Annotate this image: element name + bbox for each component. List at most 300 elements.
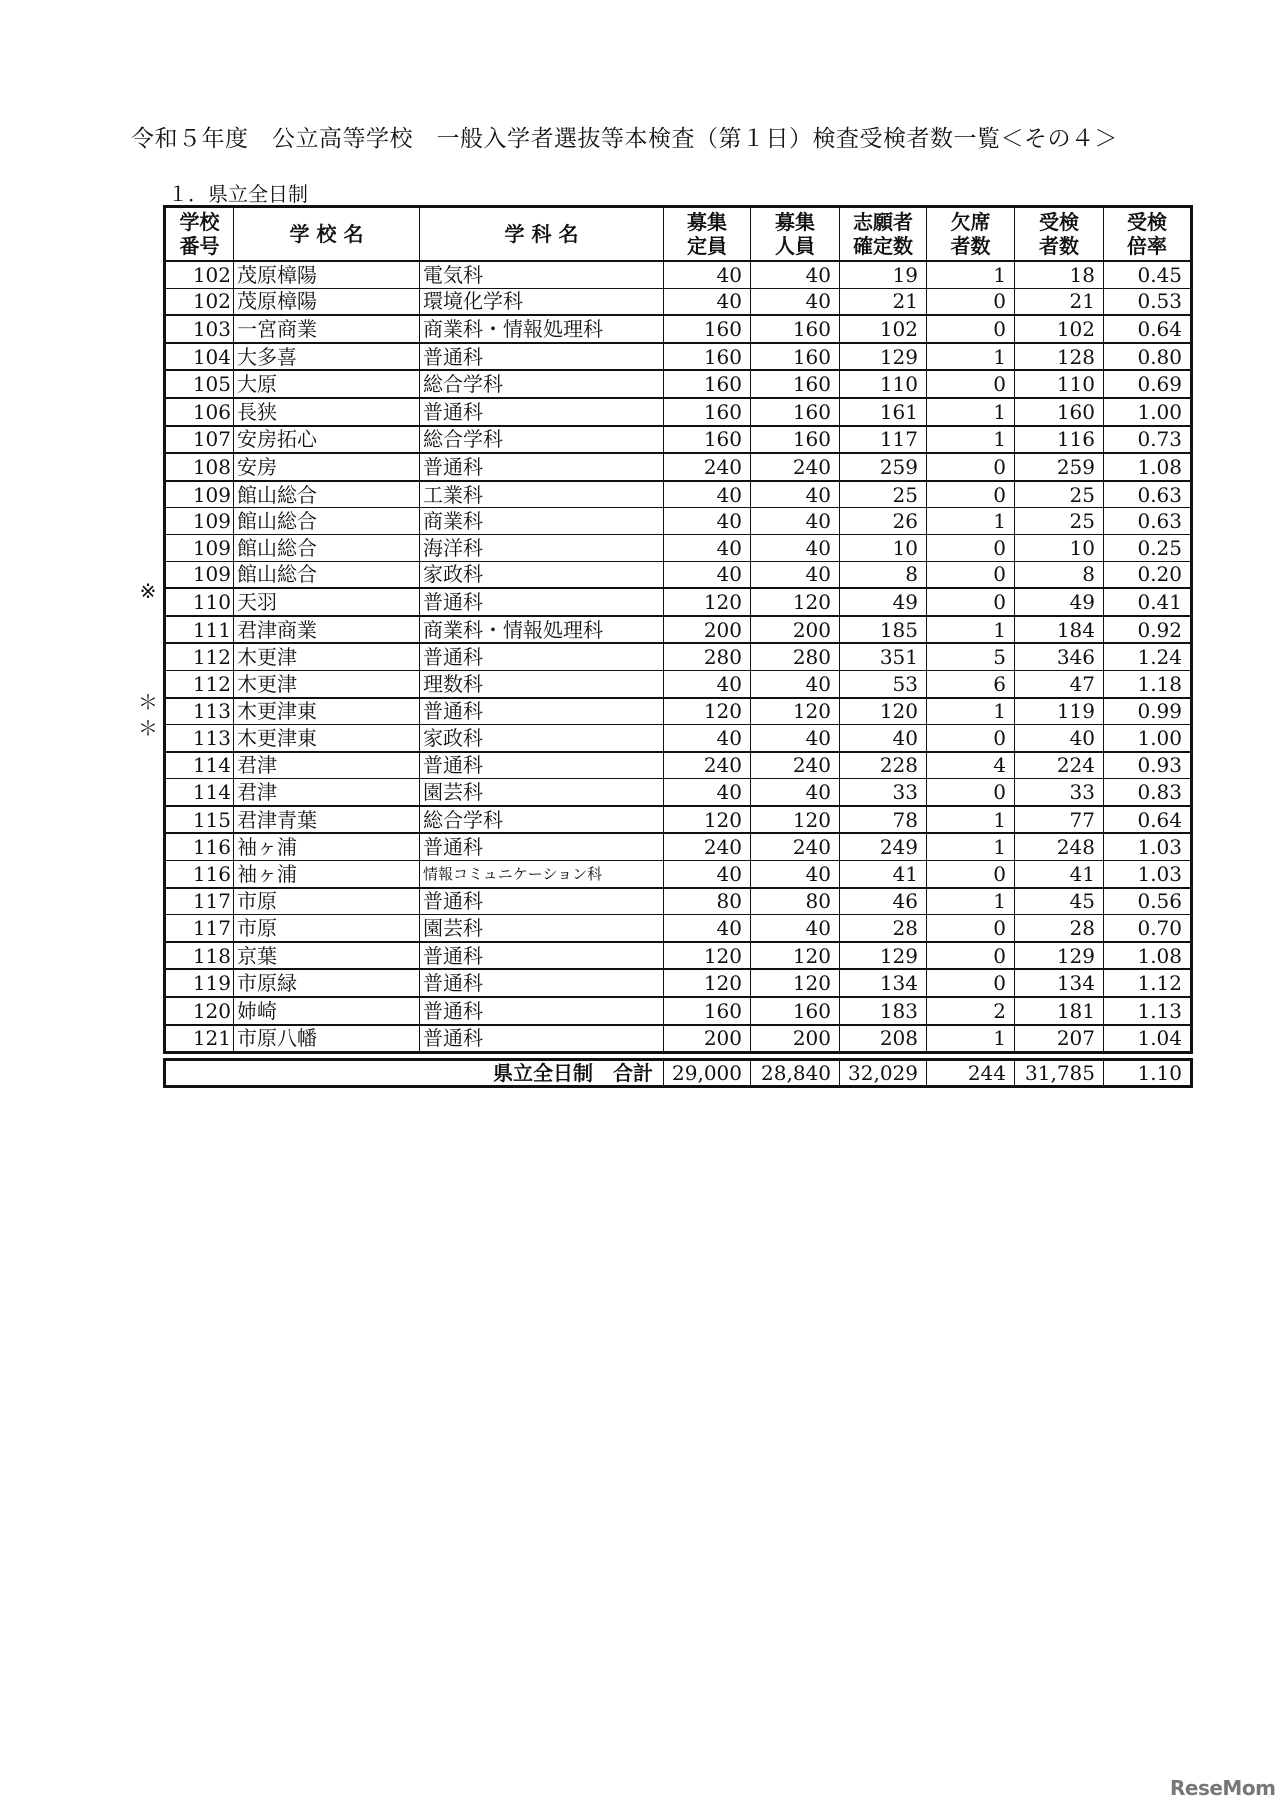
table-row (165, 942, 1192, 970)
row-school-name: 君津青葉 (234, 806, 420, 834)
row-absent: 2 (927, 997, 1015, 1025)
row-applicants: 208 (840, 1025, 927, 1053)
row-absent: 1 (927, 806, 1015, 834)
row-absent: 0 (927, 942, 1015, 970)
header-school-code: 学校 番号 (165, 207, 234, 262)
row-school-code: 117 (165, 888, 234, 915)
row-applicants: 21 (840, 288, 927, 315)
row-absent: 1 (927, 426, 1015, 454)
table-row (165, 534, 1192, 561)
row-recruit: 40 (751, 915, 840, 942)
row-capacity: 160 (664, 997, 751, 1025)
row-applicants: 129 (840, 942, 927, 970)
table-row (165, 398, 1192, 426)
row-school-name: 袖ヶ浦 (234, 833, 420, 860)
row-school-code: 112 (165, 670, 234, 697)
row-applicants: 49 (840, 588, 927, 616)
row-applicants: 46 (840, 888, 927, 915)
row-applicants: 26 (840, 508, 927, 535)
row-school-name: 館山総合 (234, 508, 420, 535)
row-ratio: 0.73 (1104, 426, 1192, 454)
row-applicants: 185 (840, 616, 927, 644)
row-department: 総合学科 (420, 426, 664, 454)
total-absent: 244 (927, 1060, 1015, 1087)
header-school-name: 学 校 名 (234, 207, 420, 262)
table-row (165, 698, 1192, 725)
header-applicants: 志願者 確定数 (840, 207, 927, 262)
row-examinees: 47 (1015, 670, 1104, 697)
row-school-code: 103 (165, 315, 234, 343)
row-absent: 0 (927, 969, 1015, 997)
row-school-code: 113 (165, 725, 234, 752)
row-absent: 0 (927, 561, 1015, 588)
row-examinees: 77 (1015, 806, 1104, 834)
row-school-name: 京葉 (234, 942, 420, 970)
row-marker: ＊ (138, 716, 158, 741)
table-row (165, 508, 1192, 535)
row-school-code: 106 (165, 398, 234, 426)
row-recruit: 160 (751, 370, 840, 398)
row-department: 工業科 (420, 481, 664, 508)
row-ratio: 0.70 (1104, 915, 1192, 942)
row-department: 商業科・情報処理科 (420, 616, 664, 644)
row-capacity: 40 (664, 481, 751, 508)
row-absent: 0 (927, 288, 1015, 315)
row-school-name: 茂原樟陽 (234, 288, 420, 315)
row-absent: 0 (927, 779, 1015, 806)
row-recruit: 120 (751, 698, 840, 725)
row-absent: 1 (927, 616, 1015, 644)
row-department: 商業科・情報処理科 (420, 315, 664, 343)
row-department: 家政科 (420, 561, 664, 588)
row-recruit: 120 (751, 806, 840, 834)
table-row (165, 481, 1192, 508)
row-ratio: 0.63 (1104, 508, 1192, 535)
header-examinees: 受検 者数 (1015, 207, 1104, 262)
row-ratio: 1.00 (1104, 725, 1192, 752)
row-examinees: 41 (1015, 861, 1104, 888)
row-examinees: 102 (1015, 315, 1104, 343)
total-row (165, 1060, 1192, 1087)
row-examinees: 248 (1015, 833, 1104, 860)
row-ratio: 0.93 (1104, 752, 1192, 779)
row-ratio: 1.12 (1104, 969, 1192, 997)
row-capacity: 240 (664, 752, 751, 779)
row-school-name: 袖ヶ浦 (234, 861, 420, 888)
row-applicants: 40 (840, 725, 927, 752)
row-department: 普通科 (420, 997, 664, 1025)
table-row (165, 779, 1192, 806)
row-examinees: 259 (1015, 453, 1104, 481)
row-school-code: 114 (165, 779, 234, 806)
row-recruit: 40 (751, 534, 840, 561)
row-department: 園芸科 (420, 779, 664, 806)
row-ratio: 1.08 (1104, 453, 1192, 481)
row-ratio: 0.25 (1104, 534, 1192, 561)
row-recruit: 120 (751, 969, 840, 997)
header-ratio: 受検 倍率 (1104, 207, 1192, 262)
row-capacity: 280 (664, 643, 751, 670)
table-row (165, 915, 1192, 942)
row-school-code: 116 (165, 861, 234, 888)
row-school-name: 君津 (234, 752, 420, 779)
row-department: 環境化学科 (420, 288, 664, 315)
document-title: 令和５年度 公立高等学校 一般入学者選抜等本検査（第１日）検査受検者数一覧＜その４＞ (131, 126, 1118, 152)
row-absent: 1 (927, 888, 1015, 915)
row-school-code: 115 (165, 806, 234, 834)
row-examinees: 45 (1015, 888, 1104, 915)
row-capacity: 240 (664, 833, 751, 860)
row-capacity: 120 (664, 588, 751, 616)
row-school-code: 121 (165, 1025, 234, 1053)
row-examinees: 10 (1015, 534, 1104, 561)
row-examinees: 21 (1015, 288, 1104, 315)
row-absent: 1 (927, 261, 1015, 288)
row-capacity: 200 (664, 616, 751, 644)
table-row (165, 888, 1192, 915)
row-examinees: 224 (1015, 752, 1104, 779)
row-ratio: 0.99 (1104, 698, 1192, 725)
row-capacity: 120 (664, 698, 751, 725)
row-applicants: 110 (840, 370, 927, 398)
row-department: 普通科 (420, 698, 664, 725)
table-row (165, 370, 1192, 398)
row-applicants: 228 (840, 752, 927, 779)
row-capacity: 160 (664, 315, 751, 343)
resemom-logo: ReseMom (1170, 1776, 1276, 1800)
row-recruit: 40 (751, 481, 840, 508)
row-school-code: 108 (165, 453, 234, 481)
row-ratio: 0.41 (1104, 588, 1192, 616)
row-capacity: 40 (664, 508, 751, 535)
row-school-code: 109 (165, 534, 234, 561)
row-ratio: 0.56 (1104, 888, 1192, 915)
row-school-code: 102 (165, 288, 234, 315)
row-capacity: 240 (664, 453, 751, 481)
row-department: 電気科 (420, 261, 664, 288)
row-absent: 0 (927, 588, 1015, 616)
row-capacity: 40 (664, 561, 751, 588)
row-ratio: 0.80 (1104, 343, 1192, 371)
row-applicants: 10 (840, 534, 927, 561)
row-recruit: 40 (751, 725, 840, 752)
total-table (163, 1058, 1193, 1088)
total-examinees: 31,785 (1015, 1060, 1104, 1087)
row-examinees: 33 (1015, 779, 1104, 806)
table-row (165, 833, 1192, 860)
header-department: 学 科 名 (420, 207, 664, 262)
row-school-code: 114 (165, 752, 234, 779)
row-applicants: 259 (840, 453, 927, 481)
row-examinees: 129 (1015, 942, 1104, 970)
row-absent: 0 (927, 453, 1015, 481)
row-school-code: 110 (165, 588, 234, 616)
row-school-code: 109 (165, 561, 234, 588)
row-absent: 1 (927, 833, 1015, 860)
row-department: 普通科 (420, 833, 664, 860)
table-row (165, 453, 1192, 481)
row-recruit: 200 (751, 1025, 840, 1053)
table-row (165, 561, 1192, 588)
row-school-code: 120 (165, 997, 234, 1025)
row-school-name: 木更津東 (234, 725, 420, 752)
table-row (165, 426, 1192, 454)
table-row (165, 752, 1192, 779)
row-recruit: 160 (751, 398, 840, 426)
row-examinees: 207 (1015, 1025, 1104, 1053)
row-school-code: 116 (165, 833, 234, 860)
table-row (165, 261, 1192, 288)
row-capacity: 40 (664, 861, 751, 888)
row-recruit: 40 (751, 561, 840, 588)
table-row (165, 725, 1192, 752)
row-capacity: 40 (664, 915, 751, 942)
row-school-name: 安房 (234, 453, 420, 481)
row-examinees: 40 (1015, 725, 1104, 752)
table-row (165, 588, 1192, 616)
row-examinees: 49 (1015, 588, 1104, 616)
row-absent: 0 (927, 370, 1015, 398)
total-ratio: 1.10 (1104, 1060, 1192, 1087)
row-recruit: 40 (751, 261, 840, 288)
row-school-code: 113 (165, 698, 234, 725)
row-recruit: 200 (751, 616, 840, 644)
row-department: 情報コミュニケーション科 (420, 861, 664, 888)
row-ratio: 0.83 (1104, 779, 1192, 806)
row-examinees: 128 (1015, 343, 1104, 371)
row-examinees: 110 (1015, 370, 1104, 398)
table-row (165, 969, 1192, 997)
row-school-name: 館山総合 (234, 534, 420, 561)
row-school-name: 長狭 (234, 398, 420, 426)
header-recruit: 募集 人員 (751, 207, 840, 262)
table-row (165, 643, 1192, 670)
row-examinees: 181 (1015, 997, 1104, 1025)
row-ratio: 0.20 (1104, 561, 1192, 588)
row-school-name: 木更津 (234, 670, 420, 697)
row-recruit: 240 (751, 752, 840, 779)
row-school-name: 市原 (234, 915, 420, 942)
row-school-code: 112 (165, 643, 234, 670)
row-school-code: 119 (165, 969, 234, 997)
header-capacity: 募集 定員 (664, 207, 751, 262)
row-capacity: 40 (664, 779, 751, 806)
row-department: 普通科 (420, 343, 664, 371)
row-ratio: 1.18 (1104, 670, 1192, 697)
row-recruit: 120 (751, 942, 840, 970)
row-applicants: 102 (840, 315, 927, 343)
row-recruit: 240 (751, 453, 840, 481)
row-absent: 0 (927, 481, 1015, 508)
row-capacity: 160 (664, 343, 751, 371)
row-capacity: 120 (664, 806, 751, 834)
row-school-name: 市原緑 (234, 969, 420, 997)
row-applicants: 33 (840, 779, 927, 806)
row-examinees: 18 (1015, 261, 1104, 288)
row-applicants: 8 (840, 561, 927, 588)
row-capacity: 160 (664, 426, 751, 454)
total-recruit: 28,840 (751, 1060, 840, 1087)
row-school-name: 市原八幡 (234, 1025, 420, 1053)
row-school-name: 市原 (234, 888, 420, 915)
row-department: 総合学科 (420, 370, 664, 398)
row-department: 普通科 (420, 588, 664, 616)
row-school-name: 大多喜 (234, 343, 420, 371)
row-school-name: 安房拓心 (234, 426, 420, 454)
row-absent: 6 (927, 670, 1015, 697)
table-row (165, 861, 1192, 888)
row-department: 家政科 (420, 725, 664, 752)
total-capacity: 29,000 (664, 1060, 751, 1087)
row-recruit: 40 (751, 779, 840, 806)
row-recruit: 160 (751, 343, 840, 371)
row-absent: 0 (927, 861, 1015, 888)
row-examinees: 346 (1015, 643, 1104, 670)
row-capacity: 160 (664, 398, 751, 426)
row-applicants: 351 (840, 643, 927, 670)
row-recruit: 40 (751, 288, 840, 315)
row-marker: ＊ (138, 689, 158, 714)
row-recruit: 40 (751, 861, 840, 888)
table-row (165, 315, 1192, 343)
row-department: 普通科 (420, 1025, 664, 1053)
row-school-code: 117 (165, 915, 234, 942)
row-applicants: 120 (840, 698, 927, 725)
row-applicants: 25 (840, 481, 927, 508)
row-school-name: 天羽 (234, 588, 420, 616)
row-department: 普通科 (420, 398, 664, 426)
row-recruit: 280 (751, 643, 840, 670)
row-department: 普通科 (420, 752, 664, 779)
row-department: 理数科 (420, 670, 664, 697)
row-examinees: 25 (1015, 508, 1104, 535)
row-department: 普通科 (420, 453, 664, 481)
row-school-name: 木更津東 (234, 698, 420, 725)
row-absent: 4 (927, 752, 1015, 779)
row-capacity: 40 (664, 261, 751, 288)
row-ratio: 0.64 (1104, 315, 1192, 343)
row-ratio: 0.64 (1104, 806, 1192, 834)
row-capacity: 40 (664, 725, 751, 752)
table-row (165, 997, 1192, 1025)
row-school-name: 館山総合 (234, 481, 420, 508)
row-capacity: 160 (664, 370, 751, 398)
row-school-code: 105 (165, 370, 234, 398)
row-examinees: 160 (1015, 398, 1104, 426)
row-ratio: 1.03 (1104, 861, 1192, 888)
row-department: 普通科 (420, 643, 664, 670)
row-absent: 1 (927, 398, 1015, 426)
row-school-code: 102 (165, 261, 234, 288)
row-recruit: 40 (751, 508, 840, 535)
row-applicants: 117 (840, 426, 927, 454)
row-capacity: 40 (664, 534, 751, 561)
row-school-code: 107 (165, 426, 234, 454)
table-row (165, 670, 1192, 697)
row-applicants: 19 (840, 261, 927, 288)
row-absent: 0 (927, 725, 1015, 752)
row-school-name: 君津 (234, 779, 420, 806)
row-department: 園芸科 (420, 915, 664, 942)
table-row (165, 616, 1192, 644)
row-ratio: 1.13 (1104, 997, 1192, 1025)
row-applicants: 53 (840, 670, 927, 697)
row-department: 普通科 (420, 969, 664, 997)
row-absent: 5 (927, 643, 1015, 670)
row-absent: 1 (927, 698, 1015, 725)
row-department: 商業科 (420, 508, 664, 535)
row-ratio: 1.00 (1104, 398, 1192, 426)
row-recruit: 160 (751, 315, 840, 343)
row-school-code: 111 (165, 616, 234, 644)
row-recruit: 160 (751, 426, 840, 454)
row-applicants: 183 (840, 997, 927, 1025)
row-school-name: 館山総合 (234, 561, 420, 588)
row-ratio: 0.45 (1104, 261, 1192, 288)
row-school-code: 118 (165, 942, 234, 970)
row-ratio: 1.24 (1104, 643, 1192, 670)
table-row (165, 288, 1192, 315)
row-examinees: 119 (1015, 698, 1104, 725)
row-examinees: 28 (1015, 915, 1104, 942)
row-capacity: 120 (664, 942, 751, 970)
row-recruit: 40 (751, 670, 840, 697)
row-absent: 1 (927, 343, 1015, 371)
row-school-name: 姉崎 (234, 997, 420, 1025)
row-recruit: 80 (751, 888, 840, 915)
row-absent: 1 (927, 1025, 1015, 1053)
row-school-code: 109 (165, 481, 234, 508)
row-recruit: 120 (751, 588, 840, 616)
row-absent: 0 (927, 534, 1015, 561)
examinee-table (163, 205, 1193, 1054)
row-examinees: 116 (1015, 426, 1104, 454)
row-ratio: 0.69 (1104, 370, 1192, 398)
row-absent: 1 (927, 508, 1015, 535)
row-department: 普通科 (420, 888, 664, 915)
row-school-name: 茂原樟陽 (234, 261, 420, 288)
row-ratio: 1.08 (1104, 942, 1192, 970)
row-ratio: 0.53 (1104, 288, 1192, 315)
section-heading: １．県立全日制 (168, 182, 308, 206)
total-label: 県立全日制 合計 (165, 1060, 664, 1087)
row-school-name: 大原 (234, 370, 420, 398)
row-examinees: 134 (1015, 969, 1104, 997)
table-header-row (165, 207, 1192, 262)
row-applicants: 129 (840, 343, 927, 371)
row-school-name: 君津商業 (234, 616, 420, 644)
table-row (165, 343, 1192, 371)
row-department: 普通科 (420, 942, 664, 970)
row-capacity: 120 (664, 969, 751, 997)
row-examinees: 184 (1015, 616, 1104, 644)
row-applicants: 161 (840, 398, 927, 426)
row-department: 海洋科 (420, 534, 664, 561)
row-recruit: 240 (751, 833, 840, 860)
row-recruit: 160 (751, 997, 840, 1025)
row-ratio: 0.92 (1104, 616, 1192, 644)
row-examinees: 8 (1015, 561, 1104, 588)
total-applicants: 32,029 (840, 1060, 927, 1087)
row-applicants: 28 (840, 915, 927, 942)
row-school-name: 木更津 (234, 643, 420, 670)
row-absent: 0 (927, 315, 1015, 343)
row-examinees: 25 (1015, 481, 1104, 508)
row-applicants: 134 (840, 969, 927, 997)
row-absent: 0 (927, 915, 1015, 942)
row-ratio: 1.03 (1104, 833, 1192, 860)
row-marker: ※ (139, 579, 157, 604)
